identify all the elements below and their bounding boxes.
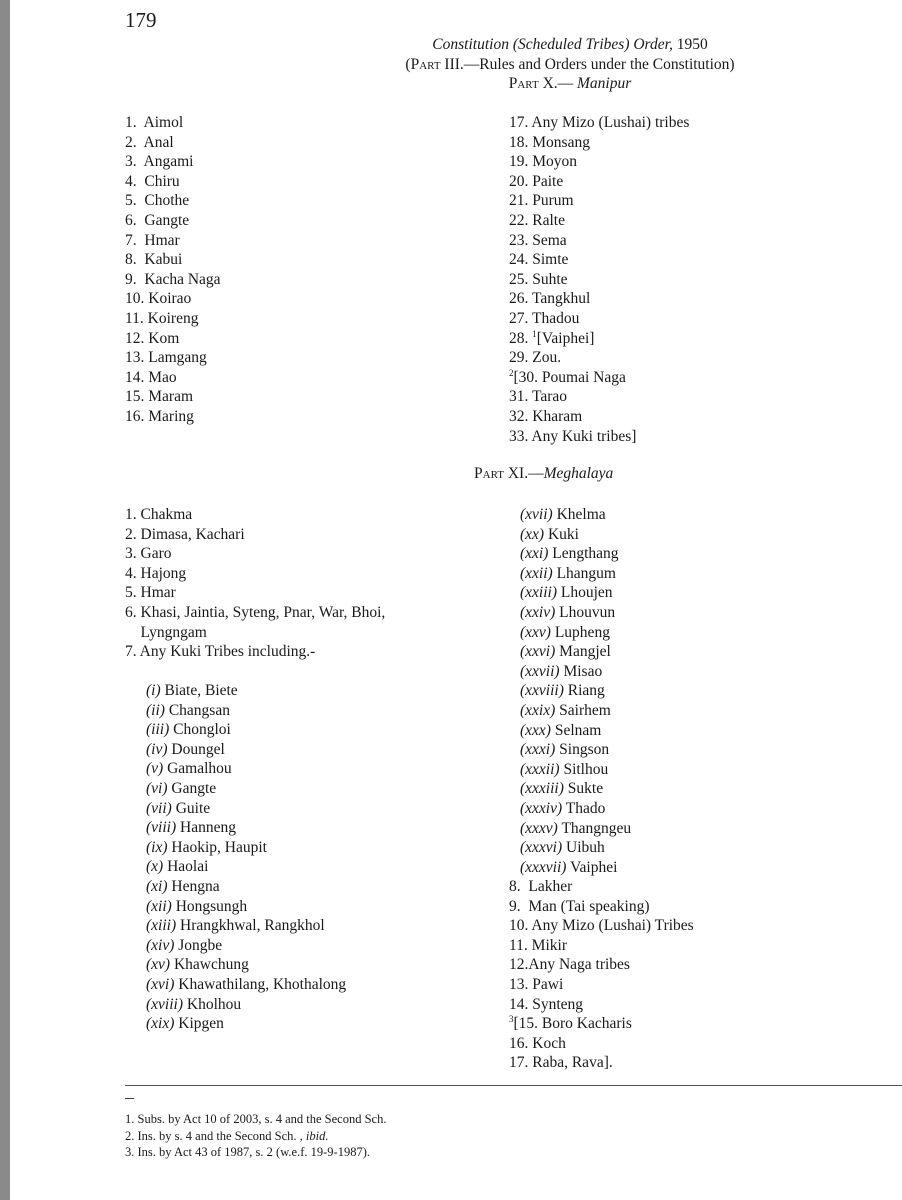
list-item: 8. Lakher bbox=[509, 878, 573, 895]
list-item: $^2$[30. Poumai Naga bbox=[509, 367, 626, 386]
list-item: (xii) Hongsungh bbox=[146, 897, 248, 915]
list-item: 16. Maring bbox=[125, 407, 194, 425]
list-item: Lyngngam bbox=[125, 623, 207, 641]
list-item: 25. Suhte bbox=[509, 270, 568, 288]
list-item: 6. Gangte bbox=[125, 211, 190, 229]
list-item: 2. Dimasa, Kachari bbox=[125, 525, 245, 543]
list-item: (xxx) Selnam bbox=[520, 721, 602, 739]
list-item: (xxi) Lengthang bbox=[520, 545, 619, 563]
section-heading-manipur: Part X.— Manipur bbox=[508, 75, 632, 92]
list-item: (xv) Khawchung bbox=[146, 956, 249, 974]
list-item: (x) Haolai bbox=[146, 858, 209, 876]
list-item: 19. Moyon bbox=[509, 153, 578, 171]
list-item: (xxvii) Misao bbox=[520, 662, 603, 680]
list-item: 32. Kharam bbox=[509, 407, 583, 425]
list-item: 5. Chothe bbox=[125, 192, 190, 210]
footnote-2: 2. Ins. by s. 4 and the Second Sch. , ibid. bbox=[125, 1128, 329, 1143]
footnote-divider bbox=[125, 1085, 902, 1086]
list-item: 15. Maram bbox=[125, 388, 194, 406]
footnote-mark bbox=[125, 1098, 134, 1099]
list-item: 9. Kacha Naga bbox=[125, 270, 221, 288]
list-item: 14. Synteng bbox=[509, 995, 584, 1013]
list-item: 9. Man (Tai speaking) bbox=[509, 897, 650, 915]
list-item: 8. Kabui bbox=[125, 251, 183, 269]
list-item: (xviii) Kholhou bbox=[146, 995, 242, 1013]
list-item: 16. Koch bbox=[509, 1034, 566, 1052]
manipur-list-right bbox=[509, 113, 689, 446]
kuki-sublist-left bbox=[146, 681, 346, 1034]
list-item: 11. Mikir bbox=[509, 936, 567, 954]
list-item: 26. Tangkhul bbox=[509, 290, 591, 308]
part-subtitle: (Part III.—Rules and Orders under the Constitution) bbox=[405, 56, 735, 73]
list-item: 1. Aimol bbox=[125, 114, 184, 131]
list-item: (i) Biate, Biete bbox=[146, 682, 238, 699]
list-item: 10. Any Mizo (Lushai) Tribes bbox=[509, 917, 694, 935]
list-item: (xxxiii) Sukte bbox=[520, 780, 604, 798]
list-item: 12. Kom bbox=[125, 329, 180, 347]
list-item: 1. Chakma bbox=[125, 506, 193, 523]
list-item: 24. Simte bbox=[509, 251, 569, 269]
list-item: 12.Any Naga tribes bbox=[509, 956, 630, 974]
list-item: 18. Monsang bbox=[509, 133, 590, 151]
list-item: (xxvi) Mangjel bbox=[520, 643, 611, 661]
list-item: 13. Lamgang bbox=[125, 349, 207, 367]
list-item: (ix) Haokip, Haupit bbox=[146, 838, 267, 856]
list-item: 28. $^1$[Vaiphei] bbox=[509, 328, 595, 347]
list-item: 3. Angami bbox=[125, 153, 194, 171]
list-item: 13. Pawi bbox=[509, 975, 564, 993]
list-item: (xxv) Lupheng bbox=[520, 623, 610, 641]
section-heading-meghalaya: Part XI.—Meghalaya bbox=[474, 465, 614, 482]
list-item: (xi) Hengna bbox=[146, 877, 220, 895]
list-item: 33. Any Kuki tribes] bbox=[509, 427, 637, 445]
kuki-sublist-right bbox=[520, 505, 631, 877]
list-item: 22. Ralte bbox=[509, 211, 565, 229]
list-item: 7. Hmar bbox=[125, 231, 180, 249]
list-item: (xxxiv) Thado bbox=[520, 799, 606, 817]
list-item: (xxxii) Sitlhou bbox=[520, 760, 609, 778]
list-item: (viii) Hanneng bbox=[146, 819, 236, 837]
list-item: $^3$[15. Boro Kacharis bbox=[509, 1014, 632, 1033]
page-number: 179 bbox=[125, 8, 157, 32]
list-item: (xxiv) Lhouvun bbox=[520, 603, 616, 621]
list-item: 29. Zou. bbox=[509, 349, 562, 367]
list-item: 14. Mao bbox=[125, 368, 177, 386]
list-item: (xxviii) Riang bbox=[520, 682, 605, 700]
meghalaya-list-right bbox=[509, 877, 694, 1073]
footnotes bbox=[125, 1111, 386, 1161]
list-item: (xvi) Khawathilang, Khothalong bbox=[146, 975, 347, 993]
list-item: 21. Purum bbox=[509, 192, 574, 210]
list-item: (xxxvi) Uibuh bbox=[520, 839, 605, 857]
list-item: (iii) Chongloi bbox=[146, 721, 231, 739]
list-item: (xxxi) Singson bbox=[520, 741, 610, 759]
list-item: 3. Garo bbox=[125, 545, 172, 563]
list-item: 17. Raba, Rava]. bbox=[509, 1054, 613, 1072]
order-title: Constitution (Scheduled Tribes) Order, 1950 bbox=[432, 36, 708, 53]
footnote-3: 3. Ins. by Act 43 of 1987, s. 2 (w.e.f. 19-9-1987). bbox=[125, 1145, 370, 1159]
list-item: (v) Gamalhou bbox=[146, 760, 232, 778]
meghalaya-list-left bbox=[125, 505, 385, 662]
list-item: (xiv) Jongbe bbox=[146, 936, 223, 954]
list-item: 23. Sema bbox=[509, 231, 567, 249]
list-item: 7. Any Kuki Tribes including.- bbox=[125, 643, 316, 661]
footnote-1: 1. Subs. by Act 10 of 2003, s. 4 and the Second Sch. bbox=[125, 1112, 387, 1126]
list-item: 17. Any Mizo (Lushai) tribes bbox=[509, 114, 690, 131]
list-item: 10. Koirao bbox=[125, 290, 192, 308]
list-item: 5. Hmar bbox=[125, 584, 176, 602]
list-item: (vi) Gangte bbox=[146, 779, 217, 797]
list-item: (xiii) Hrangkhwal, Rangkhol bbox=[146, 917, 325, 935]
list-item: 4. Hajong bbox=[125, 564, 187, 582]
manipur-list-left bbox=[125, 113, 221, 427]
list-item: 11. Koireng bbox=[125, 309, 199, 327]
list-item: (xxii) Lhangum bbox=[520, 564, 616, 582]
list-item: (xvii) Khelma bbox=[520, 506, 606, 523]
list-item: (vii) Guite bbox=[146, 799, 211, 817]
list-item: 4. Chiru bbox=[125, 172, 180, 190]
list-item: (xxiii) Lhoujen bbox=[520, 584, 613, 602]
list-item: 31. Tarao bbox=[509, 388, 568, 406]
page-edge-shadow bbox=[0, 0, 10, 1200]
list-item: 20. Paite bbox=[509, 172, 564, 190]
list-item: (xx) Kuki bbox=[520, 525, 579, 543]
list-item: 6. Khasi, Jaintia, Syteng, Pnar, War, Bhoi, bbox=[125, 603, 386, 621]
list-item: 2. Anal bbox=[125, 133, 174, 151]
list-item: (xix) Kipgen bbox=[146, 1015, 224, 1033]
list-item: 27. Thadou bbox=[509, 309, 580, 327]
list-item: (xxxvii) Vaiphei bbox=[520, 858, 618, 876]
list-item: (xxxv) Thangngeu bbox=[520, 819, 632, 837]
list-item: (iv) Doungel bbox=[146, 740, 225, 758]
list-item: (xxix) Sairhem bbox=[520, 701, 611, 719]
list-item: (ii) Changsan bbox=[146, 701, 230, 719]
